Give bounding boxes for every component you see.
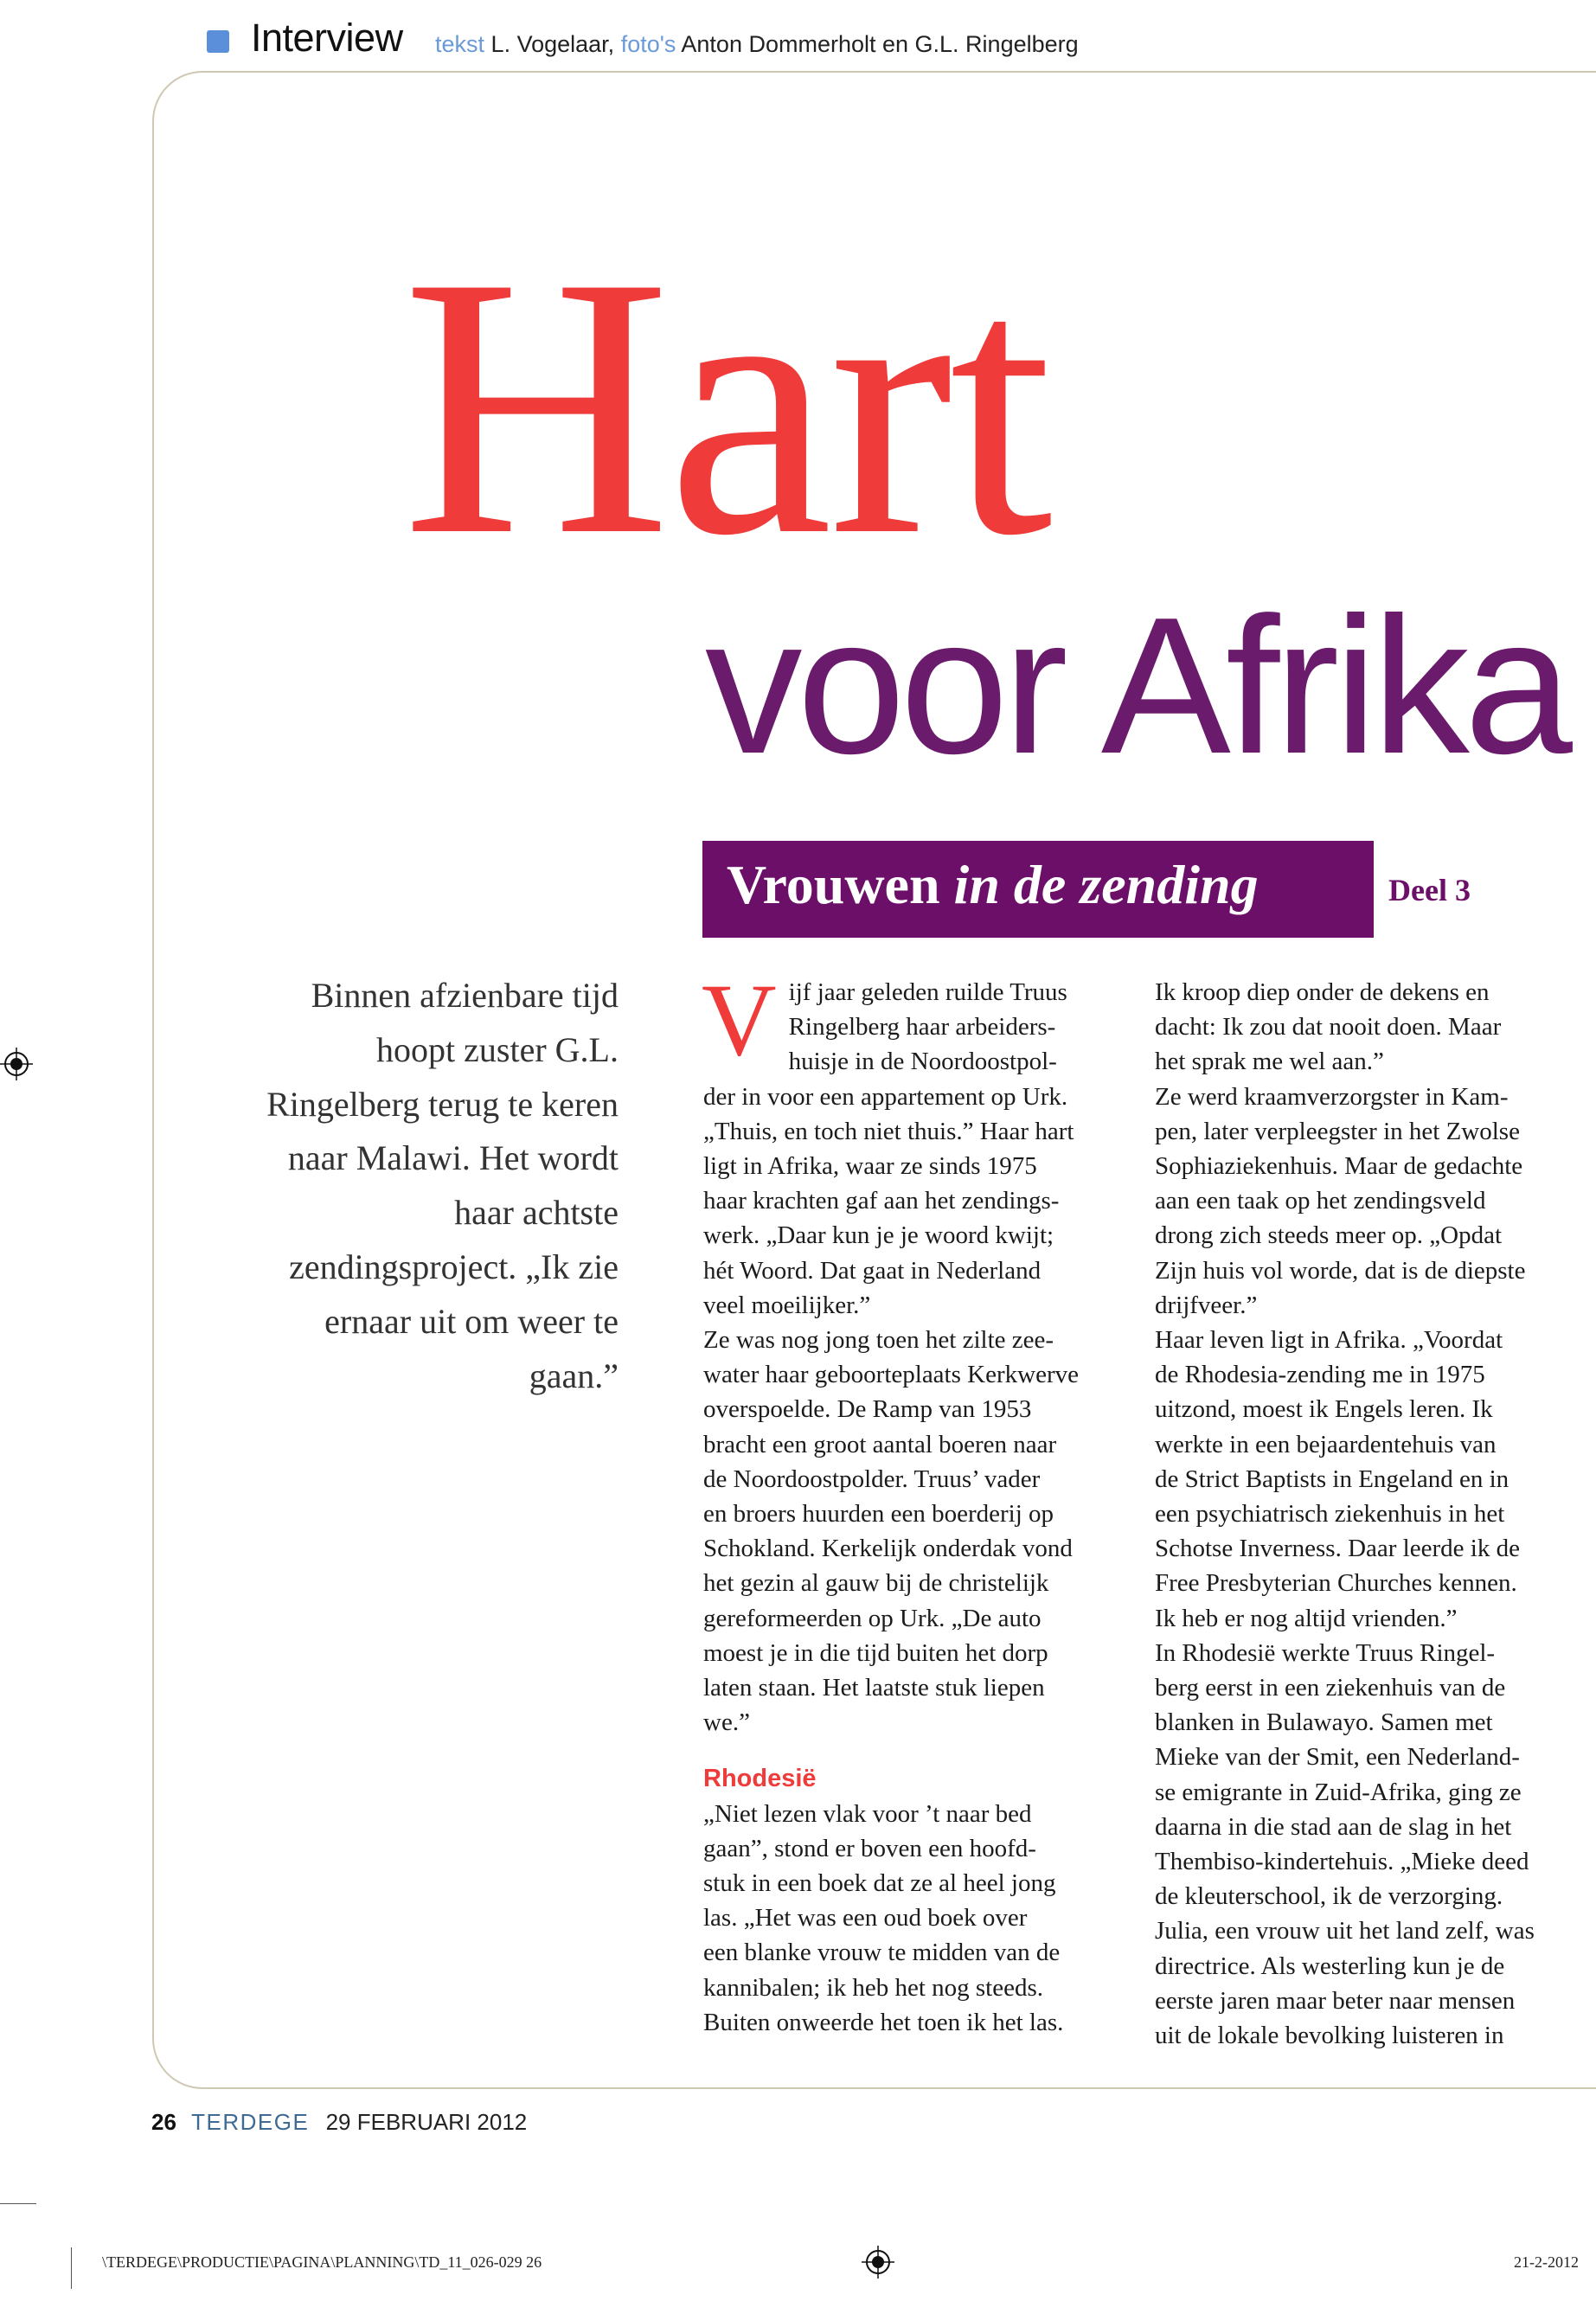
text-line: de Noordoostpolder. Truus’ vader xyxy=(703,1465,1041,1493)
column-2-paragraphs xyxy=(1155,975,1535,2053)
text-line: Ik heb er nog altijd vrienden.” xyxy=(1155,1604,1458,1632)
text-line: daarna in die stad aan de slag in het xyxy=(1155,1812,1512,1841)
text-line: eerste jaren maar beter naar mensen xyxy=(1155,1986,1516,2015)
crop-mark xyxy=(71,2247,72,2289)
photographer-names: Anton Dommerholt en G.L. Ringelberg xyxy=(681,31,1079,57)
text-line: werkte in een bejaardentehuis van xyxy=(1155,1430,1497,1458)
text-line: Ze was nog jong toen het zilte zee- xyxy=(703,1326,1054,1355)
issue-date: 29 FEBRUARI 2012 xyxy=(325,2109,528,2135)
text-line: de Rhodesia-zending me in 1975 xyxy=(1155,1361,1485,1389)
text-line: drong zich steeds meer op. „Opdat xyxy=(1155,1221,1503,1250)
series-part: Deel 3 xyxy=(1388,873,1471,907)
text-line: gereformeerden op Urk. „De auto xyxy=(703,1604,1042,1632)
text-line: hét Woord. Dat gaat in Nederland xyxy=(703,1256,1042,1285)
text-line: drijfveer.” xyxy=(1155,1291,1258,1319)
series-word: Vrouwen xyxy=(727,854,940,915)
page-number: 26 xyxy=(151,2109,176,2135)
text-line: de kleuterschool, ik de verzorging. xyxy=(1155,1882,1503,1911)
folio xyxy=(151,2109,527,2136)
text-line: Mieke van der Smit, een Nederland- xyxy=(1155,1743,1520,1772)
text-line: overspoelde. De Ramp van 1953 xyxy=(703,1395,1032,1424)
text-line: dacht: Ik zou dat nooit doen. Maar xyxy=(1155,1013,1502,1042)
text-line: laten staan. Het laatste stuk liepen xyxy=(703,1674,1045,1702)
column-1-paragraphs xyxy=(702,962,1079,1740)
text-line: stuk in een boek dat ze al heel jong xyxy=(703,1869,1056,1898)
text-line: las. „Het was een oud boek over xyxy=(703,1904,1028,1932)
text-line: moest je in die tijd buiten het dorp xyxy=(703,1638,1048,1667)
text-line: we.” xyxy=(703,1708,750,1737)
text-line: water haar geboorteplaats Kerkwerve xyxy=(703,1361,1079,1389)
text-line: Ze werd kraamverzorgster in Kam- xyxy=(1155,1082,1509,1111)
intro-text: Binnen afzienbare tijd hoopt zuster G.L. Ringelberg terug te keren naar Malawi. Het wordt haar achtste zendingsproject. „Ik zie ernaar uit om weer te gaan.” xyxy=(266,976,619,1395)
text-line: pen, later verpleegster in het Zwolse xyxy=(1155,1117,1520,1145)
text-line: uit de lokale bevolking luisteren in xyxy=(1155,2022,1504,2050)
section-marker xyxy=(207,30,229,53)
magazine-name: TERDEGE xyxy=(191,2109,310,2135)
credits xyxy=(435,31,1079,58)
headline-main: Hart xyxy=(402,201,1050,612)
text-line: bracht een groot aantal boeren naar xyxy=(703,1430,1057,1458)
registration-mark-icon xyxy=(862,2246,894,2279)
text-line: en broers huurden een boerderij op xyxy=(703,1500,1054,1529)
text-line: ijf jaar geleden ruilde Truus xyxy=(788,978,1067,1006)
text-line: In Rhodesië werkte Truus Ringel- xyxy=(1155,1638,1496,1667)
text-line: Zijn huis vol worde, dat is de diepste xyxy=(1155,1256,1526,1285)
text-line: haar krachten gaf aan het zendings- xyxy=(703,1187,1060,1215)
text-line: huisje in de Noordoostpol- xyxy=(788,1048,1057,1076)
text-credit-label: tekst xyxy=(435,31,485,57)
text-line: uitzond, moest ik Engels leren. Ik xyxy=(1155,1395,1493,1424)
text-line: blanken in Bulawayo. Samen met xyxy=(1155,1708,1493,1737)
text-line: Julia, een vrouw uit het land zelf, was xyxy=(1155,1917,1535,1945)
text-line: Ik kroop diep onder de dekens en xyxy=(1155,978,1490,1006)
text-line: Schokland. Kerkelijk onderdak vond xyxy=(703,1535,1073,1563)
headline-sub: voor Afrika xyxy=(705,576,1567,794)
article-column-2 xyxy=(1155,975,1535,2053)
text-line: Haar leven ligt in Afrika. „Voordat xyxy=(1155,1326,1503,1355)
text-line: werk. „Daar kun je je woord kwijt; xyxy=(703,1221,1054,1250)
text-line: de Strict Baptists in Engeland en in xyxy=(1155,1465,1509,1493)
text-line: Thembiso-kindertehuis. „Mieke deed xyxy=(1155,1848,1529,1876)
text-line: een psychiatrisch ziekenhuis in het xyxy=(1155,1500,1505,1529)
drop-cap: V xyxy=(702,962,777,1077)
author-name: L. Vogelaar, xyxy=(490,31,615,57)
crop-mark xyxy=(0,2203,36,2204)
print-date: 21-2-2012 xyxy=(1514,2253,1579,2271)
series-italic: in de zending xyxy=(953,854,1259,915)
text-line: het sprak me wel aan.” xyxy=(1155,1048,1384,1076)
text-line: het gezin al gauw bij de christelijk xyxy=(703,1569,1049,1598)
series-banner xyxy=(702,841,1374,938)
text-line: gaan”, stond er boven een hoofd- xyxy=(703,1834,1036,1862)
text-line: Schotse Inverness. Daar leerde ik de xyxy=(1155,1535,1520,1563)
text-line: Buiten onweerde het toen ik het las. xyxy=(703,2008,1064,2036)
article-column-1 xyxy=(702,962,1079,2040)
text-line: „Niet lezen vlak voor ’t naar bed xyxy=(703,1799,1032,1828)
text-line: „Thuis, en toch niet thuis.” Haar hart xyxy=(703,1117,1074,1145)
text-line: kannibalen; ik heb het nog steeds. xyxy=(703,1973,1044,2002)
text-line: Sophiaziekenhuis. Maar de gedachte xyxy=(1155,1152,1523,1181)
text-line: directrice. Als westerling kun je de xyxy=(1155,1952,1505,1980)
subheading: Rhodesië xyxy=(703,1765,817,1793)
text-line: aan een taak op het zendingsveld xyxy=(1155,1187,1486,1215)
text-line: Ringelberg haar arbeiders- xyxy=(788,1013,1056,1042)
registration-mark-icon xyxy=(0,1048,33,1080)
text-line: een blanke vrouw te midden van de xyxy=(703,1939,1061,1967)
printer-slug: \TERDEGE\PRODUCTIE\PAGINA\PLANNING\TD_11_026-029 26 xyxy=(102,2253,542,2271)
text-line: veel moeilijker.” xyxy=(703,1291,871,1319)
text-line: Free Presbyterian Churches kennen. xyxy=(1155,1569,1517,1598)
text-line: se emigrante in Zuid-Afrika, ging ze xyxy=(1155,1778,1522,1806)
photo-credit-label: foto's xyxy=(620,31,676,57)
text-line: ligt in Afrika, waar ze sinds 1975 xyxy=(703,1152,1037,1181)
text-line: der in voor een appartement op Urk. xyxy=(703,1082,1068,1111)
section-label: Interview xyxy=(251,16,403,60)
text-line: berg eerst in een ziekenhuis van de xyxy=(1155,1674,1506,1702)
column-1-paragraphs-continued xyxy=(703,1797,1079,2040)
